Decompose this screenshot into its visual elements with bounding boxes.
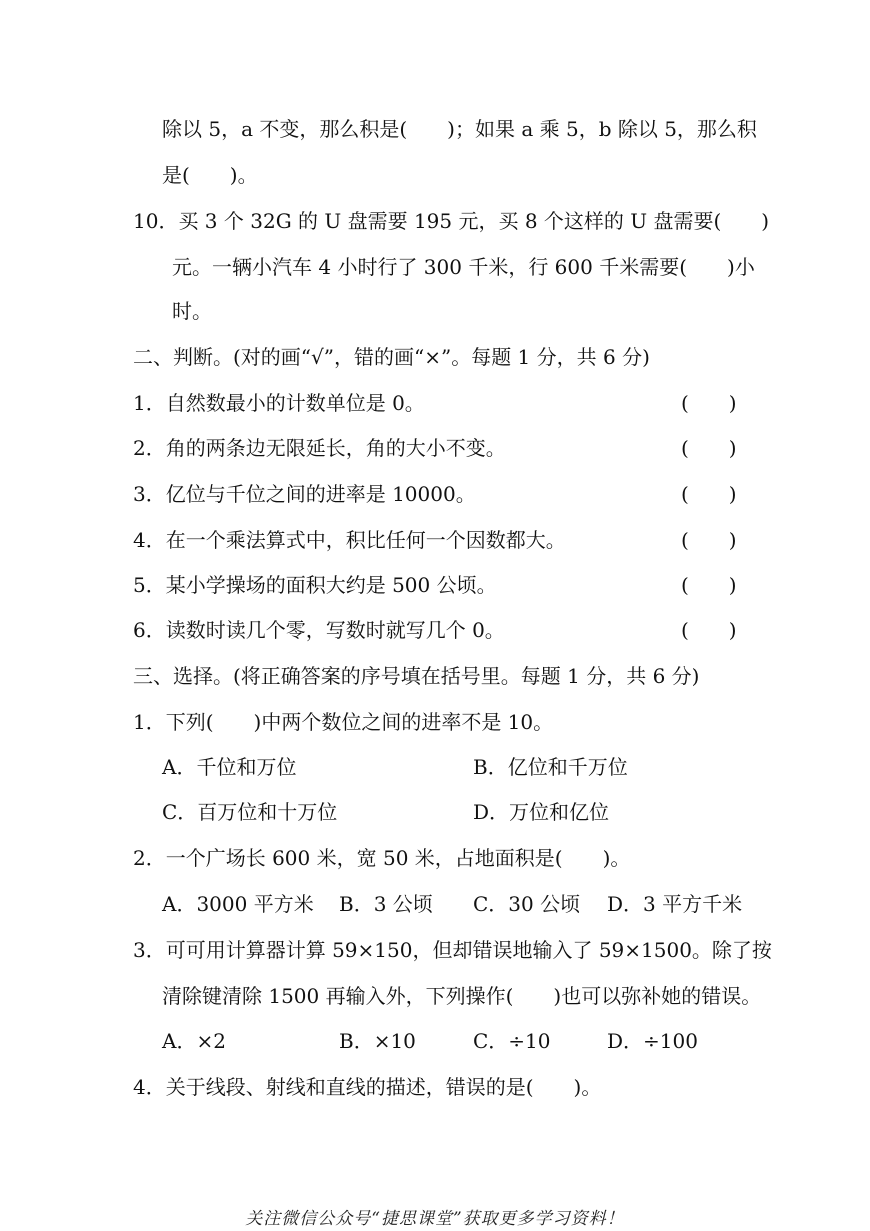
tf-item-5: 5．某小学操场的面积大约是 500 公顷。: [133, 573, 497, 597]
tf-answer-paren-2[interactable]: ( ): [681, 436, 737, 460]
q9-line1: 除以 5，a 不变，那么积是( )；如果 a 乘 5，b 除以 5，那么积: [162, 117, 757, 141]
tf-answer-paren-1[interactable]: ( ): [681, 391, 737, 415]
footer-promo-text: 关注微信公众号“捷思课堂”获取更多学习资料！: [245, 1209, 625, 1229]
q10-line3: 时。: [172, 299, 212, 323]
q9-line2: 是( )。: [162, 163, 258, 187]
section3-heading: 三、选择。(将正确答案的序号填在括号里。每题 1 分，共 6 分): [133, 664, 700, 688]
tf-item-4: 4．在一个乘法算式中，积比任何一个因数都大。: [133, 528, 566, 552]
q10-line1: 10．买 3 个 32G 的 U 盘需要 195 元，买 8 个这样的 U 盘需要( ): [133, 209, 770, 233]
mc-q4-stem: 4．关于线段、射线和直线的描述，错误的是( )。: [133, 1075, 602, 1099]
mc-q1-option-d[interactable]: D．万位和亿位: [473, 800, 610, 824]
mc-q3-option-b[interactable]: B．×10: [339, 1029, 416, 1053]
mc-q3-stem-line2: 清除键清除 1500 再输入外，下列操作( )也可以弥补她的错误。: [162, 984, 762, 1008]
mc-q2-option-a[interactable]: A．3000 平方米: [162, 892, 314, 916]
tf-item-2: 2．角的两条边无限延长，角的大小不变。: [133, 436, 506, 460]
mc-q2-option-d[interactable]: D．3 平方千米: [607, 892, 743, 916]
mc-q1-stem: 1．下列( )中两个数位之间的进率不是 10。: [133, 710, 554, 734]
mc-q1-option-c[interactable]: C．百万位和十万位: [162, 800, 338, 824]
tf-item-3: 3．亿位与千位之间的进率是 10000。: [133, 482, 476, 506]
mc-q2-option-b[interactable]: B．3 公顷: [339, 892, 433, 916]
tf-answer-paren-4[interactable]: ( ): [681, 528, 737, 552]
mc-q3-option-c[interactable]: C．÷10: [473, 1029, 551, 1053]
mc-q2-stem: 2．一个广场长 600 米，宽 50 米，占地面积是( )。: [133, 846, 631, 870]
mc-q2-option-c[interactable]: C．30 公顷: [473, 892, 581, 916]
mc-q3-stem-line1: 3．可可用计算器计算 59×150，但却错误地输入了 59×1500。除了按: [133, 938, 772, 962]
mc-q1-option-b[interactable]: B．亿位和千万位: [473, 755, 628, 779]
tf-item-6: 6．读数时读几个零，写数时就写几个 0。: [133, 618, 505, 642]
section2-heading: 二、判断。(对的画“√”，错的画“×”。每题 1 分，共 6 分): [133, 345, 650, 369]
mc-q3-option-d[interactable]: D．÷100: [607, 1029, 698, 1053]
q10-line2: 元。一辆小汽车 4 小时行了 300 千米，行 600 千米需要( )小: [172, 255, 755, 279]
tf-answer-paren-6[interactable]: ( ): [681, 618, 737, 642]
mc-q1-option-a[interactable]: A．千位和万位: [162, 755, 297, 779]
mc-q3-option-a[interactable]: A．×2: [162, 1029, 226, 1053]
tf-answer-paren-5[interactable]: ( ): [681, 573, 737, 597]
tf-answer-paren-3[interactable]: ( ): [681, 482, 737, 506]
tf-item-1: 1．自然数最小的计数单位是 0。: [133, 391, 425, 415]
